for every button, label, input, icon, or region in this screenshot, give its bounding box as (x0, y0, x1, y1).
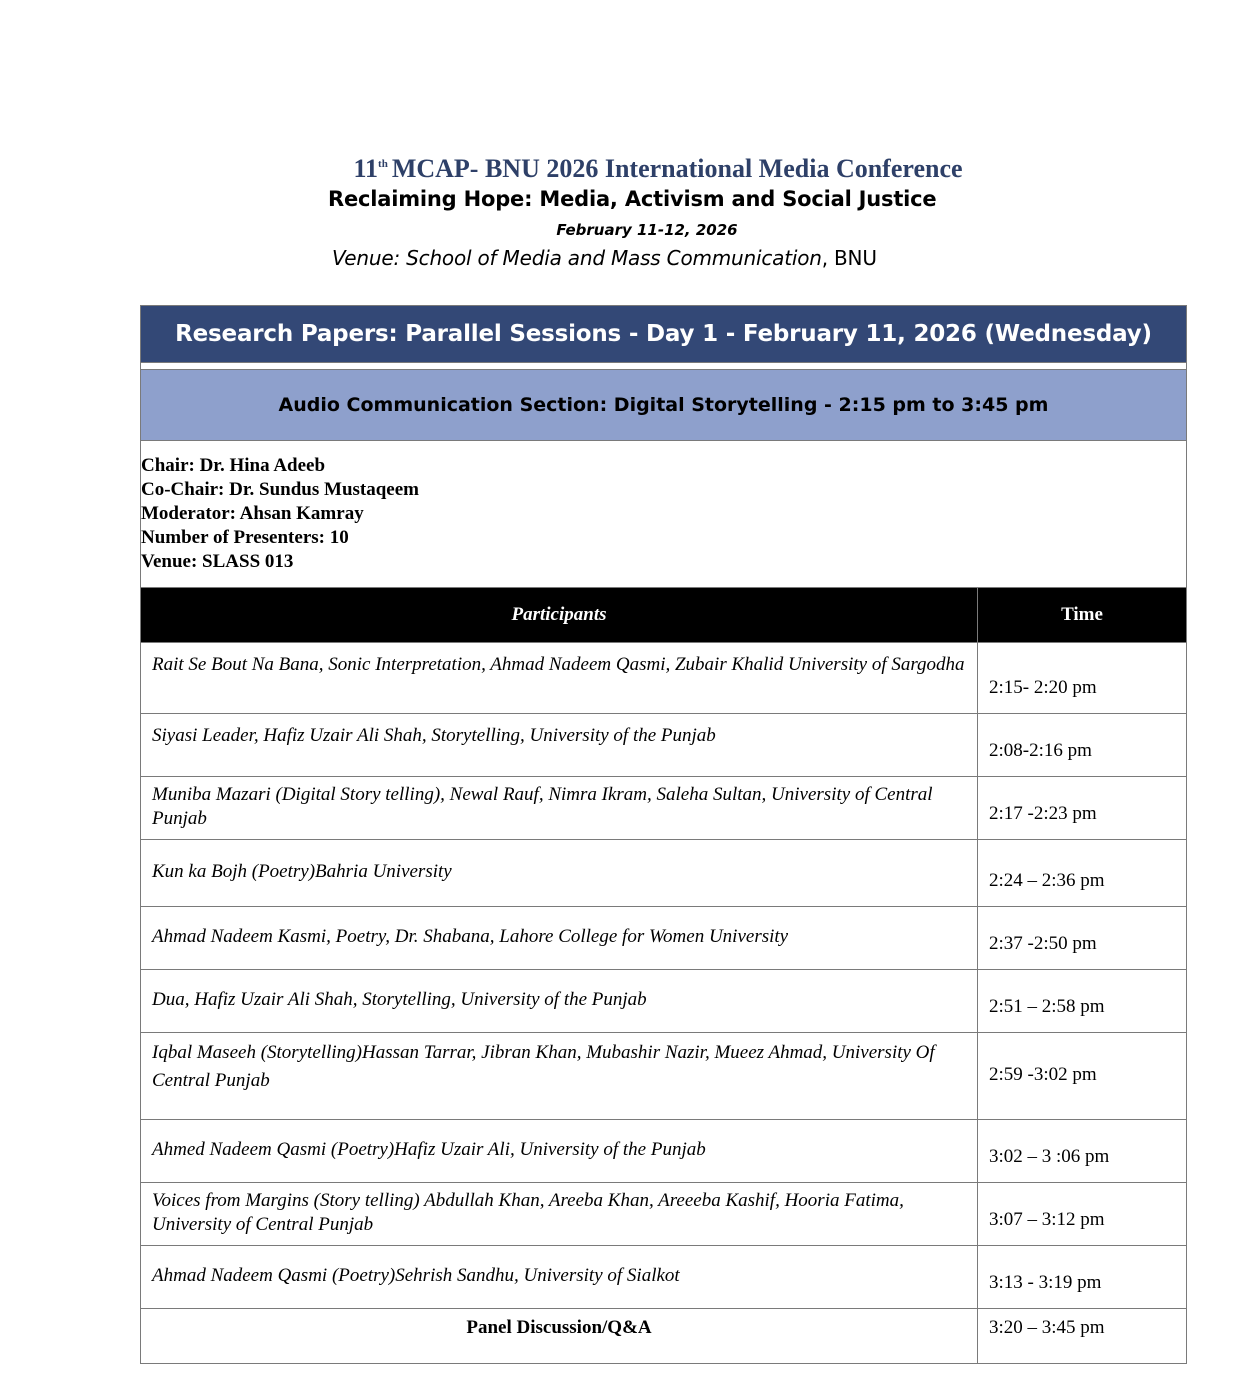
panel-discussion-label: Panel Discussion/Q&A (141, 1309, 978, 1364)
conference-venue: Venue: School of Media and Mass Communication, BNU (332, 246, 877, 270)
participants-cell: Ahmad Nadeem Kasmi, Poetry, Dr. Shabana, Lahore College for Women University (141, 907, 978, 970)
time-cell: 2:08-2:16 pm (978, 714, 1187, 777)
time-header: Time (978, 588, 1187, 643)
time-cell: 3:02 – 3 :06 pm (978, 1120, 1187, 1183)
table-header-row (141, 588, 1187, 643)
table-row (141, 1120, 1187, 1183)
panel-discussion-time: 3:20 – 3:45 pm (978, 1309, 1187, 1364)
table-row (141, 643, 1187, 714)
section-banner-row (141, 370, 1187, 441)
section-banner: Audio Communication Section: Digital Storytelling - 2:15 pm to 3:45 pm (141, 370, 1187, 441)
time-cell: 2:37 -2:50 pm (978, 907, 1187, 970)
time-cell: 3:07 – 3:12 pm (978, 1183, 1187, 1246)
participants-cell: Muniba Mazari (Digital Story telling), Newal Rauf, Nimra Ikram, Saleha Sultan, University of Central Punjab (141, 777, 978, 840)
participants-cell: Dua, Hafiz Uzair Ali Shah, Storytelling, University of the Punjab (141, 970, 978, 1033)
table-row (141, 1033, 1187, 1120)
time-cell: 2:17 -2:23 pm (978, 777, 1187, 840)
conference-theme: Reclaiming Hope: Media, Activism and Social Justice (328, 187, 937, 211)
table-row (141, 714, 1187, 777)
time-cell: 2:15- 2:20 pm (978, 643, 1187, 714)
participants-header: Participants (141, 588, 978, 643)
table-row (141, 907, 1187, 970)
venue-room-line: Venue: SLASS 013 (141, 551, 294, 572)
table-row (141, 777, 1187, 840)
table-row (141, 1183, 1187, 1246)
table-row (141, 840, 1187, 907)
time-cell: 2:24 – 2:36 pm (978, 840, 1187, 907)
presenters-count-line: Number of Presenters: 10 (141, 527, 349, 548)
table-row (141, 970, 1187, 1033)
panel-discussion-row (141, 1309, 1187, 1364)
time-cell: 2:51 – 2:58 pm (978, 970, 1187, 1033)
participants-cell: Iqbal Maseeh (Storytelling)Hassan Tarrar, Jibran Khan, Mubashir Nazir, Mueez Ahmad, University Of Central Punjab (141, 1033, 978, 1120)
conference-title: 11th MCAP- BNU 2026 International Media Conference (353, 154, 963, 183)
participants-cell: Ahmad Nadeem Qasmi (Poetry)Sehrish Sandhu, University of Sialkot (141, 1246, 978, 1309)
participants-cell: Kun ka Bojh (Poetry)Bahria University (141, 840, 978, 907)
participants-cell: Ahmed Nadeem Qasmi (Poetry)Hafiz Uzair Ali, University of the Punjab (141, 1120, 978, 1183)
session-schedule-table (140, 305, 1187, 1364)
table-row (141, 1246, 1187, 1309)
participants-cell: Rait Se Bout Na Bana, Sonic Interpretation, Ahmad Nadeem Qasmi, Zubair Khalid University of Sargodha (141, 643, 978, 714)
chair-line: Chair: Dr. Hina Adeeb (141, 455, 326, 476)
participants-cell: Voices from Margins (Story telling) Abdullah Khan, Areeba Khan, Areeeba Kashif, Hooria Fatima, University of Central Punjab (141, 1183, 978, 1246)
session-info (141, 441, 1187, 588)
participants-cell: Siyasi Leader, Hafiz Uzair Ali Shah, Storytelling, University of the Punjab (141, 714, 978, 777)
banner-gap (141, 363, 1187, 370)
time-cell: 2:59 -3:02 pm (978, 1033, 1187, 1120)
moderator-line: Moderator: Ahsan Kamray (141, 503, 364, 524)
day-banner: Research Papers: Parallel Sessions - Day 1 - February 11, 2026 (Wednesday) (141, 306, 1187, 363)
time-cell: 3:13 - 3:19 pm (978, 1246, 1187, 1309)
session-info-row (141, 441, 1187, 588)
day-banner-row (141, 306, 1187, 363)
conference-dates: February 11-12, 2026 (556, 221, 738, 239)
co-chair-line: Co-Chair: Dr. Sundus Mustaqeem (141, 479, 419, 500)
